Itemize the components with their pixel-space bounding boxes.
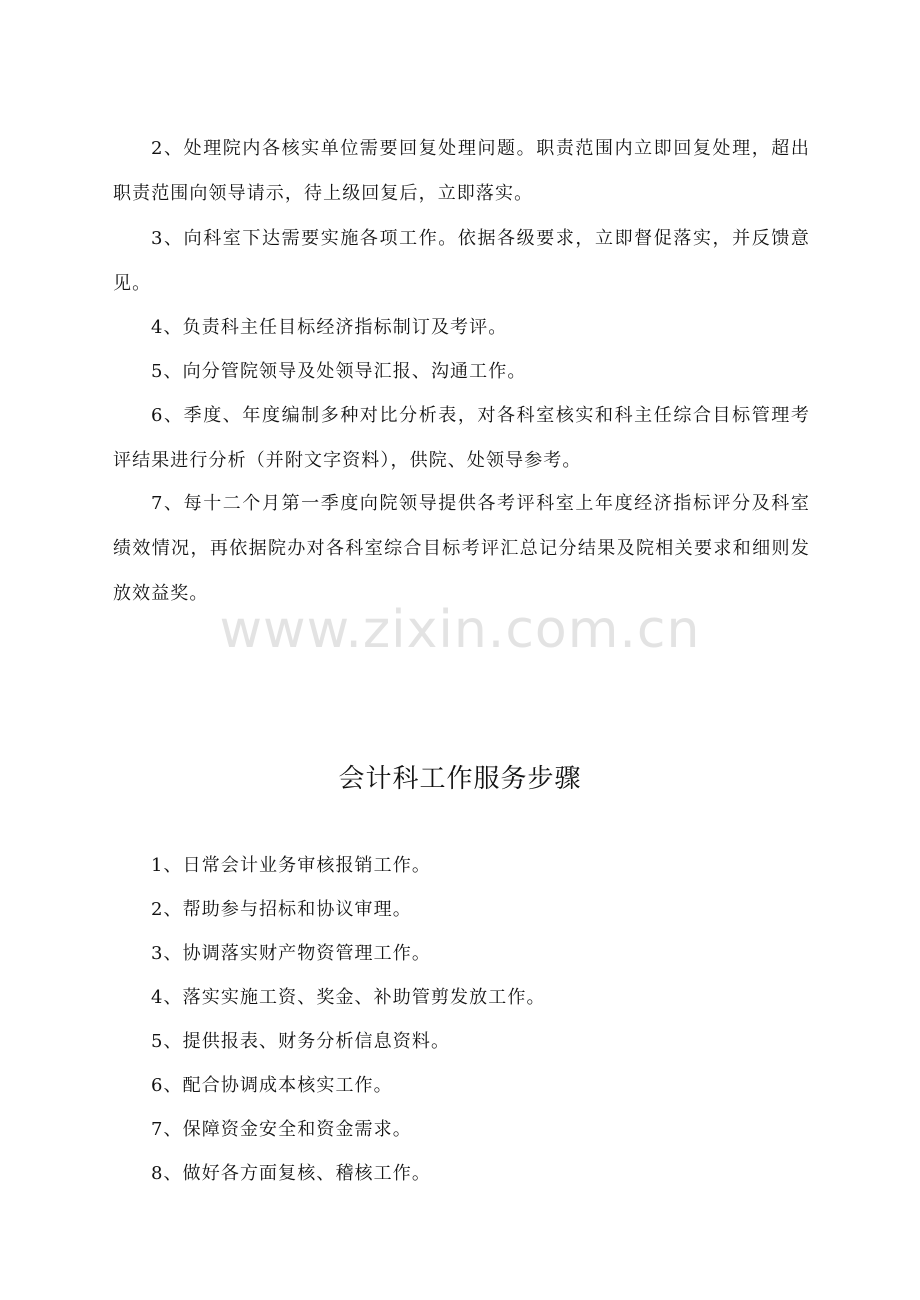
step-item-5: 5、提供报表、财务分析信息资料。 <box>151 1031 451 1052</box>
step-item-2: 2、帮助参与招标和协议审理。 <box>151 899 412 920</box>
paragraph-item-4: 4、负责科主任目标经济指标制订及考评。 <box>151 317 508 338</box>
step-item-6: 6、配合协调成本核实工作。 <box>151 1075 393 1096</box>
step-item-1: 1、日常会计业务审核报销工作。 <box>151 855 431 876</box>
paragraph-item-3: 3、向科室下达需要实施各项工作。依据各级要求，立即督促落实，并反馈意见。 <box>113 228 810 294</box>
step-item-4: 4、落实实施工资、奖金、补助管剪发放工作。 <box>151 987 546 1008</box>
step-item-3: 3、协调落实财产物资管理工作。 <box>151 943 431 964</box>
paragraph-item-2: 2、处理院内各核实单位需要回复处理问题。职责范围内立即回复处理，超出职责范围向领导请示，待上级回复后，立即落实。 <box>113 138 810 204</box>
watermark: www.zixin.com.cn <box>219 600 701 660</box>
step-item-8: 8、做好各方面复核、稽核工作。 <box>151 1163 431 1184</box>
paragraph-item-7: 7、每十二个月第一季度向院领导提供各考评科室上年度经济指标评分及科室绩效情况，再依据院办对各科室综合目标考评汇总记分结果及院相关要求和细则发放效益奖。 <box>113 493 810 604</box>
step-item-7: 7、保障资金安全和资金需求。 <box>151 1119 412 1140</box>
section-title: 会计科工作服务步骤 <box>338 764 582 794</box>
paragraph-item-5: 5、向分管院领导及处领导汇报、沟通工作。 <box>151 361 527 382</box>
paragraph-item-6: 6、季度、年度编制多种对比分析表，对各科室核实和科主任综合目标管理考评结果进行分析（并附文字资料），供院、处领导参考。 <box>113 405 810 471</box>
